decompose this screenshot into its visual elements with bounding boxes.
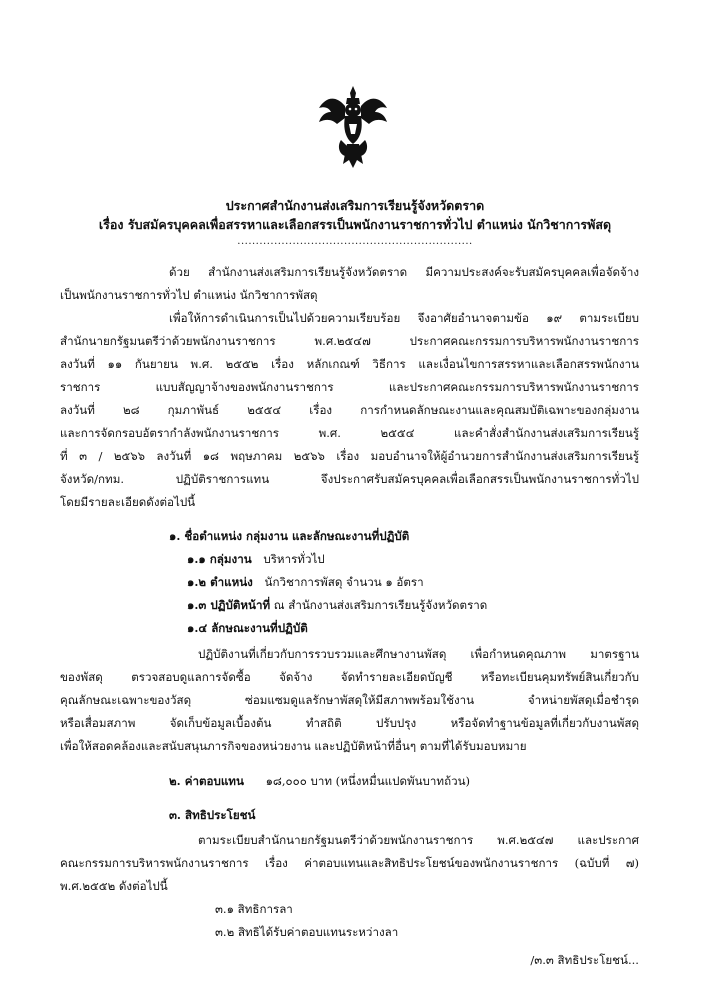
intro-p2-line3: ลงวันที่ ๑๑ กันยายน พ.ศ. ๒๕๕๒ เรื่อง หลักเกณฑ์ วิธีการ และเงื่อนไขการสรรหาและเลือกสรรพนักงาน [60,357,639,371]
continuation-note: /๓.๓ สิทธิประโยชน์... [530,953,639,967]
duties-line2: ของพัสดุ ตรวจสอบดูแลการจัดซื้อ จัดจ้าง จัดทำรายละเอียดบัญชี หรือทะเบียนคุมทรัพย์สินเกี่ยวกับ [60,670,639,684]
section2-value: ๑๘,๐๐๐ บาท (หนึ่งหมื่นแปดพันบาทถ้วน) [265,774,471,788]
duties-line3: คุณลักษณะเฉพาะของวัสดุ ซ่อมแซมดูแลรักษาพัสดุให้มีสภาพพร้อมใช้งาน จำหน่ายพัสดุเมื่อชำรุด [60,693,639,707]
duties-line4: หรือเสื่อมสภาพ จัดเก็บข้อมูลเบื้องต้น ทำสถิติ ปรับปรุง หรือจัดทำฐานข้อมูลที่เกี่ยวกับงานพัสดุ [60,716,639,730]
intro-p2-line8: จังหวัด/กทม. ปฏิบัติราชการแทน จึงประกาศรับสมัครบุคคลเพื่อเลือกสรรเป็นพนักงานราชการทั่วไป [60,472,639,486]
intro-p2-line2: สำนักนายกรัฐมนตรีว่าด้วยพนักงานราชการ พ.ศ.๒๕๔๗ ประกาศคณะกรรมการบริหารพนักงานราชการ [60,334,639,348]
section2 [169,773,470,789]
announcement-subject [60,215,650,235]
separator-line: ................................................................ [237,236,473,247]
section1-1-label: ๑.๑ กลุ่มงาน [187,552,252,566]
section3-line3: พ.ศ.๒๕๕๒ ดังต่อไปนี้ [60,879,168,893]
section1-2-value: นักวิชาการพัสดุ จำนวน ๑ อัตรา [264,575,424,589]
section1-2-label: ๑.๒ ตำแหน่ง [187,575,253,589]
intro-p2-line7: ที่ ๓ / ๒๕๖๖ ลงวันที่ ๑๘ พฤษภาคม ๒๕๖๖ เรื่อง มอบอำนาจให้ผู้อำนวยการสำนักงานส่งเสริมการเรียนรู้ [60,449,639,463]
intro-p1-line1: ด้วย สำนักงานส่งเสริมการเรียนรู้จังหวัดตราด มีความประสงค์จะรับสมัครบุคคลเพื่อจัดจ้าง [169,265,639,279]
announcement-title: ประกาศสำนักงานส่งเสริมการเรียนรู้จังหวัดตราด [225,198,485,213]
section1-4-label: ๑.๔ ลักษณะงานที่ปฏิบัติ [187,621,308,635]
intro-p2-line1: เพื่อให้การดำเนินการเป็นไปด้วยความเรียบร้อย จึงอาศัยอำนาจตามข้อ ๑๙ ตามระเบียบ [169,311,639,325]
section3-item1: ๓.๑ สิทธิการลา [215,902,293,916]
section1-1-value: บริหารทั่วไป [263,552,325,566]
section3-heading: ๓. สิทธิประโยชน์ [169,808,256,822]
subject-text: รับสมัครบุคคลเพื่อสรรหาและเลือกสรรเป็นพนักงานราชการทั่วไป ตำแหน่ง นักวิชาการพัสดุ [127,217,612,232]
section3-item2: ๓.๒ สิทธิได้รับค่าตอบแทนระหว่างลา [215,925,399,939]
duties-line1: ปฏิบัติงานที่เกี่ยวกับการรวบรวมและศึกษางานพัสดุ เพื่อกำหนดคุณภาพ มาตรฐาน [198,647,639,661]
section1-1 [187,551,325,567]
intro-p2-line6: และการจัดกรอบอัตรากำลังพนักงานราชการ พ.ศ. ๒๕๕๔ และคำสั่งสำนักงานส่งเสริมการเรียนรู้ [60,426,639,440]
section1-2 [187,574,424,590]
duties-line5: เพื่อให้สอดคล้องและสนับสนุนภารกิจของหน่วยงาน และปฏิบัติหน้าที่อื่นๆ ตามที่ได้รับมอบหมาย [60,739,527,753]
section1-3 [187,597,487,613]
section1-3-label: ๑.๓ ปฏิบัติหน้าที่ [187,598,271,612]
section2-heading: ๒. ค่าตอบแทน [169,774,244,788]
section3-line2: คณะกรรมการบริหารพนักงานราชการ เรื่อง ค่าตอบแทนและสิทธิประโยชน์ของพนักงานราชการ (ฉบับที่ ๗) [60,856,639,870]
intro-p2-line5: ลงวันที่ ๒๘ กุมภาพันธ์ ๒๕๕๔ เรื่อง การกำหนดลักษณะงานและคุณสมบัติเฉพาะของกลุ่มงาน [60,403,639,417]
subject-label: เรื่อง [98,217,124,232]
section3-line1: ตามระเบียบสำนักนายกรัฐมนตรีว่าด้วยพนักงานราชการ พ.ศ.๒๕๔๗ และประกาศ [198,833,639,847]
section1-3-value: ณ สำนักงานส่งเสริมการเรียนรู้จังหวัดตราด [273,598,488,612]
garuda-emblem-icon [317,84,389,170]
intro-p2-line4: ราชการ แบบสัญญาจ้างของพนักงานราชการ และประกาศคณะกรรมการบริหารพนักงานราชการ [60,380,639,394]
section1-heading: ๑. ชื่อตำแหน่ง กลุ่มงาน และลักษณะงานที่ปฏิบัติ [169,529,410,543]
intro-p1-line2: เป็นพนักงานราชการทั่วไป ตำแหน่ง นักวิชาการพัสดุ [60,288,318,302]
intro-p2-line9: โดยมีรายละเอียดดังต่อไปนี้ [60,495,196,509]
